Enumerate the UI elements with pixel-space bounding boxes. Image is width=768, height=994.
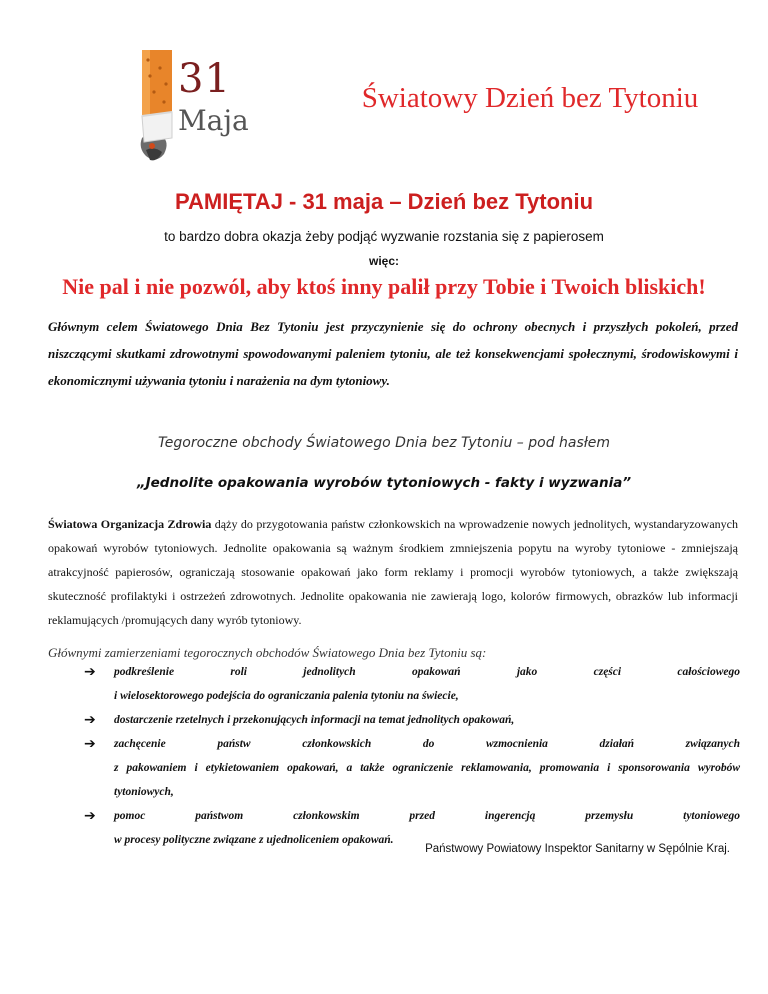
motto-lead: Tegoroczne obchody Światowego Dnia bez Tytoniu – pod hasłem [157, 435, 611, 451]
event-logo [136, 46, 266, 180]
goal-first-line: dostarczenie rzetelnych i przekonujących informacji na temat jednolitych opakowań, [114, 714, 515, 726]
arrow-icon: ➔ [84, 736, 96, 752]
who-organization: Światowa Organizacja Zdrowia [48, 517, 212, 531]
page-title: Światowy Dzień bez Tytoniu [361, 82, 699, 114]
goal-first-line: zachęcenie państw członkowskich do wzmocnienia działań związanych [114, 738, 740, 750]
arrow-icon: ➔ [84, 664, 96, 680]
goal-rest: i wielosektorowego podejścia do ograniczania palenia tytoniu na świecie, [114, 690, 459, 702]
intro-paragraph: Głównym celem Światowego Dnia Bez Tytoniu jest przyczynienie się do ochrony obecnych i przyszłych pokoleń, przed niszczącymi skutkami zdrowotnymi spowodowanymi paleniem tytoniu, ale też konsekwencjami społecznymi, środowiskowymi i ekonomicznymi używania tytoniu i narażenia na dym tytoniowy. [48, 319, 738, 388]
goals-lead: Głównymi zamierzeniami tegorocznych obchodów Światowego Dnia bez Tytoniu są: [48, 645, 487, 660]
goal-rest: w procesy polityczne związane z ujednoliceniem opakowań. [114, 834, 394, 846]
list-item [84, 732, 740, 804]
list-item [84, 660, 740, 708]
slogan: Nie pal i nie pozwól, aby ktoś inny palił przy Tobie i Twoich bliskich! [62, 274, 706, 299]
who-text: dąży do przygotowania państw członkowskich na wprowadzenie nowych jednolitych, wystandaryzowanych opakowań wyrobów tytoniowych. Jednolite opakowania są ważnym środkiem zmniejszenia popytu na wyroby tytoniowe - zmniejszają atrakcyjność papierosów, ograniczają stosowanie opakowań jako form reklamy i promocji wyrobów tytoniowych, a także zwiększają skuteczność profilaktyki i ostrzeżeń zdrowotnych. Jednolite opakowania nie zawierają logo, kolorów firmowych, obrazków lub informacji reklamujących /promujących dany wyrób tytoniowy. [48, 517, 738, 627]
arrow-icon: ➔ [84, 808, 96, 824]
goal-first-line: podkreślenie roli jednolitych opakowań jako części całościowego [114, 666, 740, 678]
list-item [84, 708, 740, 732]
logo-month: Maja [178, 104, 249, 137]
goals-list [84, 660, 740, 852]
logo-day: 31 [178, 56, 231, 102]
headline: PAMIĘTAJ - 31 maja – Dzień bez Tytoniu [174, 189, 594, 214]
motto: „Jednolite opakowania wyrobów tytoniowych - fakty i wyzwania” [136, 475, 632, 491]
goal-first-line: pomoc państwom członkowskim przed ingerencją przemysłu tytoniowego [114, 810, 740, 822]
wiec-label: więc: [368, 254, 399, 268]
signature: Państwowy Powiatowy Inspektor Sanitarny w Sępólnie Kraj. [425, 843, 730, 855]
subline: to bardzo dobra okazja żeby podjąć wyzwanie rozstania się z papierosem [164, 229, 604, 244]
arrow-icon: ➔ [84, 712, 96, 728]
who-paragraph [48, 512, 738, 632]
goal-rest: z pakowaniem i etykietowaniem opakowań, a także ograniczenie reklamowania, promowania i sponsorowania wyrobów tytoniowych, [114, 762, 740, 798]
